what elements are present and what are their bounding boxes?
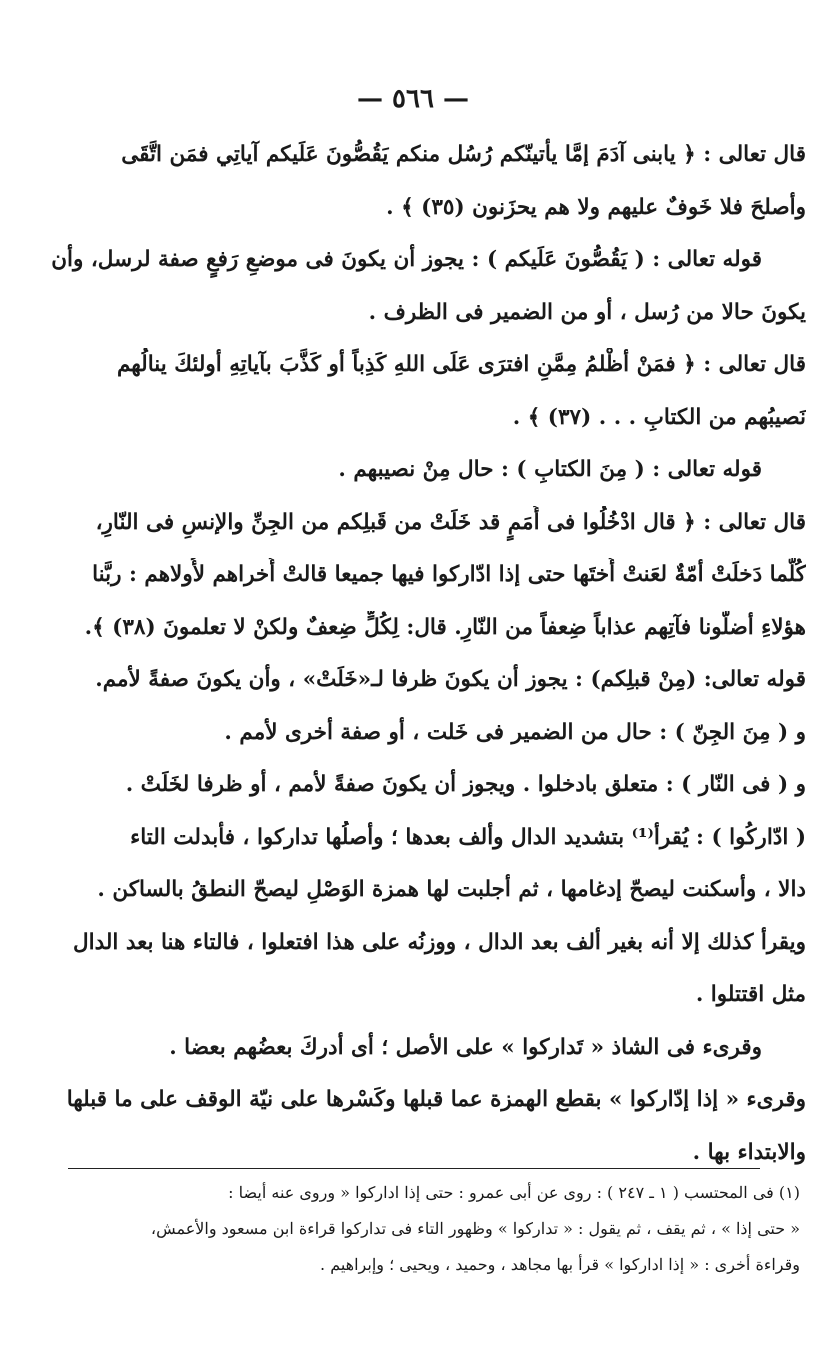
commentary-line: قوله تعالى : ( يَقُصُّونَ عَلَيكم ) : يجوز أن يكونَ فى موضعِ رَفعٍ صفة لرسل، وأن [51,247,762,272]
verse-line: قال تعالى : ﴿ فمَنْ أظْلمُ مِمَّنِ افترَى عَلَى اللهِ كَذِباً أو كَذَّبَ بآياتِهِ أولئكَ ينالُهم [116,352,806,377]
footnote-line: وقراءة أخرى : « إذا اداركوا » قرأ بها مجاهد ، وحميد ، ويحيى ؛ وإبراهيم . [320,1255,800,1274]
commentary-line: قوله تعالى : ( مِنَ الكتابِ ) : حال مِنْ نصيبهم . [338,457,762,482]
verse-line: كُلَّما دَخلَتْ أمّةٌ لعَنتْ أُختَها حتى إذا ادّاركوا فيها جميعا قالتْ أُخراهم لأُولاهم : ربَّنا [92,562,806,587]
commentary-line: قوله تعالى: (مِنْ قبلِكم) : يجوز أن يكونَ ظرفا لـ«خَلَتْ» ، وأن يكونَ صفةً لأمم. [95,667,806,692]
commentary-line: و ( مِنَ الجِنّ ) : حال من الضمير فى خَلت ، أو صفة أخرى لأمم . [224,719,806,745]
commentary-line: وقرىء « إذا إدّاركوا » بقطع الهمزة عما قبلها وكَسْرها على نيّة الوقف على ما قبلها [66,1087,806,1112]
verse-line: قال تعالى : ﴿ قال ادْخُلُوا فى أُمَمٍ قد خَلَتْ من قَبلِكم من الجِنِّ والإنسِ فى النّارِ، [95,509,806,535]
commentary-line: ( ادّاركُوا ) : يُقرأ⁽¹⁾ بتشديد الدال وألف بعدها ؛ وأصلُها تداركوا ، فأبدلت التاء [130,824,806,850]
commentary-line: يكونَ حالا من رُسل ، أو من الضمير فى الظرف . [368,299,806,325]
commentary-line: والابتداء بها . [692,1139,806,1165]
verse-line: نَصيبُهم من الكتابِ . . . (٣٧) ﴾ . [512,404,806,430]
footnote-line: (١) فى المحتسب ( ١ ـ ٢٤٧ ) : روى عن أبى عمرو : حتى إذا اداركوا « وروى عنه أيضا : [228,1183,800,1202]
footnotes [40,1180,800,1288]
body-text [22,138,806,1188]
footnote-separator [68,1168,760,1169]
commentary-line: ويقرأ كذلك إلا أنه بغير ألف بعد الدال ، ووزنُه على هذا افتعلوا ، فالتاء هنا بعد الدال [72,929,806,955]
verse-line: قال تعالى : ﴿ يابنى آدَمَ إمَّا يأتينّكم رُسُل منكم يَقُصُّونَ عَلَيكم آياتِي فمَن اتَّقَى [121,142,806,167]
commentary-line: مثل اقتتلوا . [695,982,806,1007]
verse-line: وأصلحَ فلا خَوفٌ عليهم ولا هم يحزَنون (٣٥) ﴾ . [386,194,806,220]
footnote-line: « حتى إذا » ، ثم يقف ، ثم يقول : « تداركوا » وظهور التاء فى تداركوا قراءة ابن مسعود والأعمش، [150,1219,800,1238]
commentary-line: دالا ، وأسكنت ليصحّ إدغامها ، ثم أجلبت لها همزة الوَصْلِ ليصحّ النطقُ بالساكن . [97,877,806,902]
commentary-line: وقرىء فى الشاذ « تَداركوا » على الأصل ؛ أى أدركَ بعضُهم بعضا . [169,1034,762,1060]
commentary-line: و ( فى النّار ) : متعلق بادخلوا . ويجوز أن يكونَ صفةً لأمم ، أو ظرفا لخَلَتْ . [125,772,806,797]
page-number: — ٥٦٦ — [356,84,470,114]
verse-line: هؤلاءِ أضلّونا فآتِهم عذاباً ضِعفاً من النّارِ. قال: لِكُلٍّ ضِعفٌ ولكنْ لا تعلمونَ (٣٨) ﴾. [84,614,806,640]
